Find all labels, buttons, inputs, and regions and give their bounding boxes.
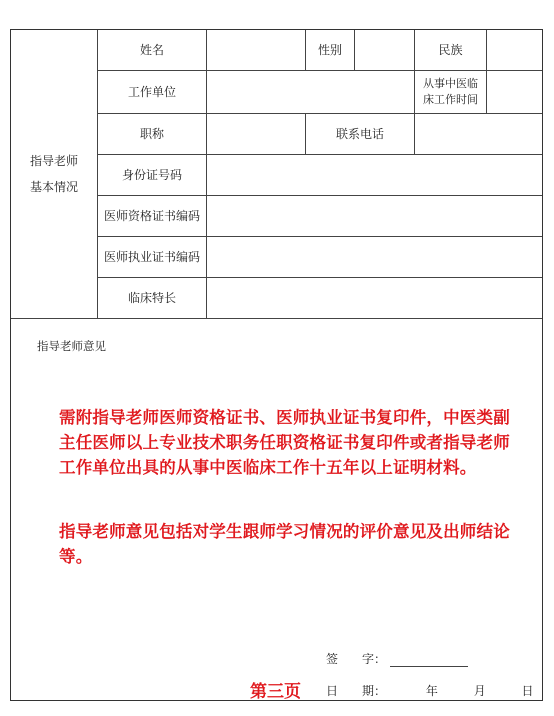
physician-license-label: 医师执业证书编码 — [98, 237, 207, 278]
tcm-years-label: 从事中医临 床工作时间 — [415, 71, 487, 114]
ethnicity-field[interactable] — [487, 30, 542, 71]
date-row — [326, 682, 534, 699]
physician-qualification-label: 医师资格证书编码 — [98, 196, 207, 237]
id-number-label: 身份证号码 — [98, 155, 207, 196]
workplace-field[interactable] — [207, 71, 415, 114]
clinical-specialty-label: 临床特长 — [98, 278, 207, 319]
name-field[interactable] — [207, 30, 306, 71]
ethnicity-label: 民族 — [415, 30, 487, 71]
day-label: 日 — [521, 684, 534, 698]
gender-field[interactable] — [355, 30, 415, 71]
year-label: 年 — [425, 684, 438, 698]
attachment-requirement-note: 需附指导老师医师资格证书、医师执业证书复印件，中医类副主任医师以上专业技术职务任职资格证书复印件或者指导老师工作单位出具的从事中医临床工作十五年以上证明材料。 — [59, 408, 510, 477]
title-field[interactable] — [207, 114, 306, 155]
physician-license-field[interactable] — [207, 237, 542, 278]
teacher-info-form — [10, 29, 543, 701]
clinical-specialty-field[interactable] — [207, 278, 542, 319]
phone-field[interactable] — [415, 114, 542, 155]
section-label-line2: 基本情况 — [29, 180, 78, 194]
opinion-label: 指导老师意见 — [37, 339, 106, 353]
month-label: 月 — [473, 684, 486, 698]
workplace-label: 工作单位 — [98, 71, 207, 114]
opinion-content-note: 指导老师意见包括对学生跟师学习情况的评价意见及出师结论等。 — [59, 522, 510, 566]
page-number-label: 第三页 — [250, 682, 301, 702]
tcm-years-field[interactable] — [487, 71, 542, 114]
date-label: 日 期： — [326, 684, 387, 698]
id-number-field[interactable] — [207, 155, 542, 196]
gender-label: 性别 — [306, 30, 355, 71]
signature-row — [326, 650, 468, 667]
phone-label: 联系电话 — [306, 114, 415, 155]
name-label: 姓名 — [98, 30, 207, 71]
section-label-line1: 指导老师 — [29, 154, 78, 168]
basic-info-table — [11, 30, 542, 319]
signature-label: 签 字： — [326, 652, 387, 666]
title-label: 职称 — [98, 114, 207, 155]
physician-qualification-field[interactable] — [207, 196, 542, 237]
signature-line[interactable] — [390, 655, 468, 667]
section-label-basic-info — [11, 30, 98, 319]
